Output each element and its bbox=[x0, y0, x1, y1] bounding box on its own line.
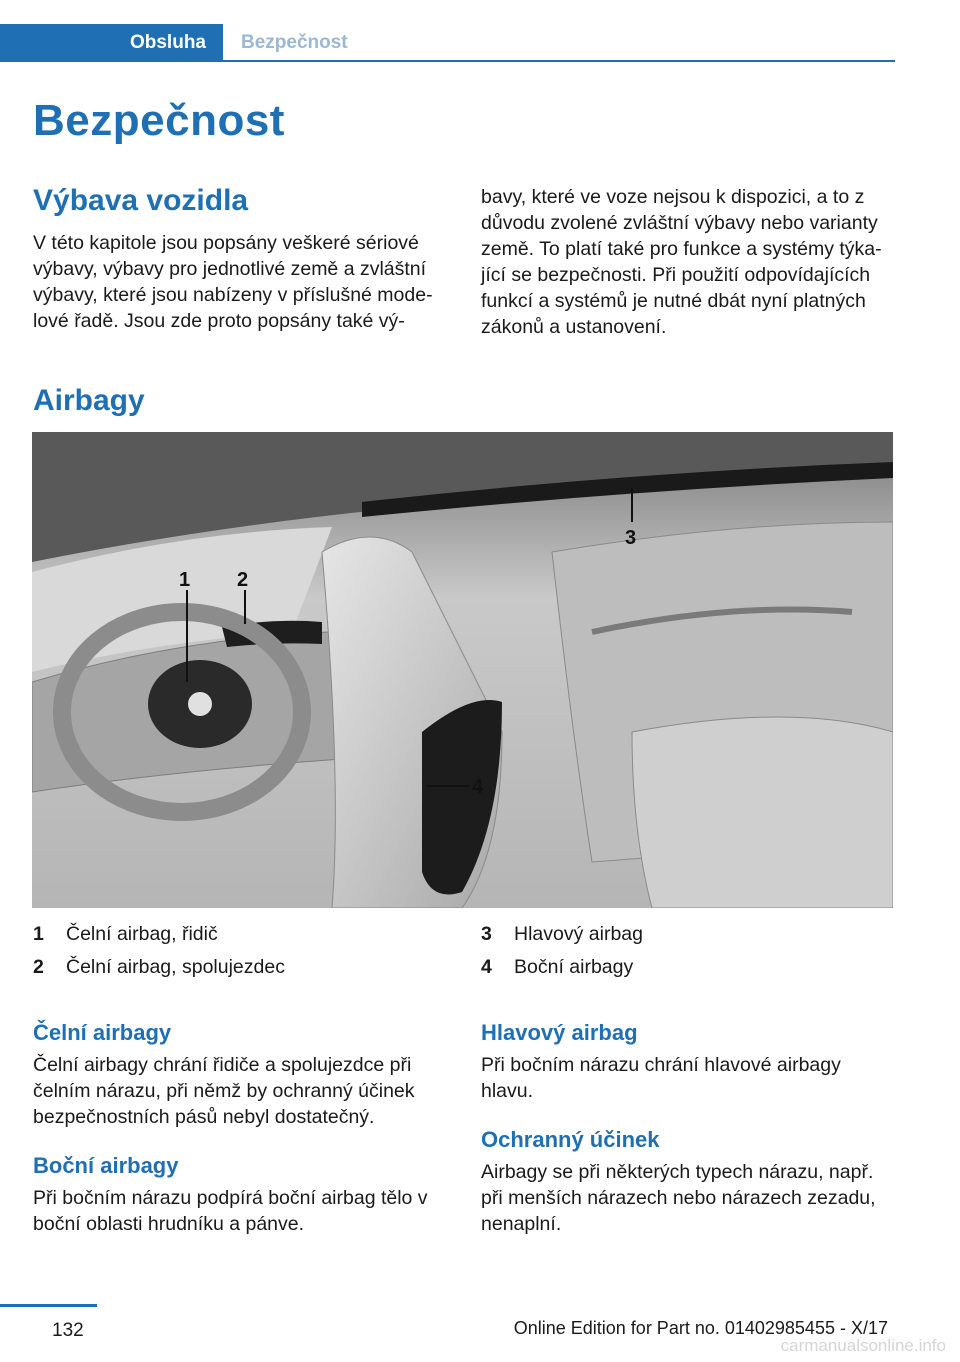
celni-line: čelním nárazu, při němž by ochranný účinek bbox=[33, 1080, 415, 1102]
legend-text: Čelní airbag, řidič bbox=[66, 923, 218, 945]
vybava-line: funkcí a systémů je nutné dbát nyní platných bbox=[481, 290, 866, 312]
legend-row bbox=[481, 951, 643, 984]
section-ochranny bbox=[481, 1127, 896, 1237]
subsection-title: Ochranný účinek bbox=[481, 1127, 660, 1152]
vybava-line: důvodu zvolené zvláštní výbavy nebo varianty bbox=[481, 212, 878, 234]
vybava-line: V této kapitole jsou popsány veškeré sériové bbox=[33, 232, 419, 254]
section-bocni bbox=[33, 1153, 443, 1237]
legend-num: 4 bbox=[481, 956, 492, 978]
subsection-title: Čelní airbagy bbox=[33, 1020, 172, 1045]
vybava-text-left bbox=[33, 230, 443, 334]
header-tabs bbox=[0, 24, 895, 62]
legend-row bbox=[33, 951, 285, 984]
page-number: 132 bbox=[52, 1320, 84, 1341]
hlavovy-line: Při bočním nárazu chrání hlavové airbagy bbox=[481, 1054, 841, 1076]
ochranny-line: při menších nárazech nebo nárazech zezadu, bbox=[481, 1187, 876, 1209]
watermark: carmanualsonline.info bbox=[780, 1336, 946, 1355]
vybava-line: lové řadě. Jsou zde proto popsány také vý‐ bbox=[33, 310, 405, 332]
tab-underline bbox=[223, 60, 895, 62]
hlavovy-line: hlavu. bbox=[481, 1080, 534, 1102]
legend-num: 2 bbox=[33, 956, 44, 978]
callout-2: 2 bbox=[237, 569, 249, 591]
subsection-title: Hlavový airbag bbox=[481, 1020, 638, 1045]
bmw-logo-icon bbox=[188, 692, 212, 716]
footer-edition: Online Edition for Part no. 01402985455 - X/17 bbox=[513, 1318, 888, 1338]
ochranny-line: Airbagy se při některých typech nárazu, např. bbox=[481, 1161, 874, 1183]
subsection-title: Boční airbagy bbox=[33, 1153, 179, 1178]
bocni-line: Při bočním nárazu podpírá boční airbag tělo v bbox=[33, 1187, 428, 1209]
callout-4: 4 bbox=[472, 776, 484, 798]
vybava-line: země. To platí také pro funkce a systémy týka‐ bbox=[481, 238, 882, 260]
legend-row bbox=[481, 918, 643, 951]
vybava-line: zákonů a ustanovení. bbox=[481, 316, 667, 338]
page-title: Bezpečnost bbox=[33, 96, 285, 145]
vybava-text-right bbox=[481, 184, 896, 340]
legend-text: Hlavový airbag bbox=[514, 923, 643, 945]
legend-num: 1 bbox=[33, 923, 44, 945]
tab-obsluha[interactable]: Obsluha bbox=[0, 24, 223, 62]
vybava-line: výbavy, výbavy pro jednotlivé země a zvláštní bbox=[33, 258, 427, 280]
legend-row bbox=[33, 918, 285, 951]
legend-text: Boční airbagy bbox=[514, 956, 634, 978]
vybava-line: výbavy, které jsou nabízeny v příslušné mode‐ bbox=[33, 284, 433, 306]
tab-bezpecnost[interactable]: Bezpečnost bbox=[241, 32, 348, 53]
legend-left bbox=[33, 918, 285, 984]
callout-3: 3 bbox=[625, 527, 637, 549]
vybava-line: jící se bezpečnosti. Při použití odpovídajících bbox=[481, 264, 871, 286]
legend-right bbox=[481, 918, 643, 984]
section-title-vybava: Výbava vozidla bbox=[33, 184, 249, 217]
rear-seat bbox=[632, 717, 893, 908]
callout-1: 1 bbox=[179, 569, 191, 591]
legend-text: Čelní airbag, spolujezdec bbox=[66, 956, 285, 978]
celni-line: Čelní airbagy chrání řidiče a spolujezdce při bbox=[33, 1054, 412, 1076]
airbag-illustration bbox=[32, 432, 893, 908]
footer-rule bbox=[0, 1304, 97, 1307]
section-celni bbox=[33, 1020, 443, 1130]
bocni-line: boční oblasti hrudníku a pánve. bbox=[33, 1213, 305, 1235]
section-hlavovy bbox=[481, 1020, 896, 1104]
legend-num: 3 bbox=[481, 923, 492, 945]
section-title-airbagy: Airbagy bbox=[33, 384, 145, 417]
vybava-line: bavy, které ve voze nejsou k dispozici, a to z bbox=[481, 186, 865, 208]
ochranny-line: nenaplní. bbox=[481, 1213, 562, 1235]
celni-line: bezpečnostních pásů nebyl dostatečný. bbox=[33, 1106, 375, 1128]
